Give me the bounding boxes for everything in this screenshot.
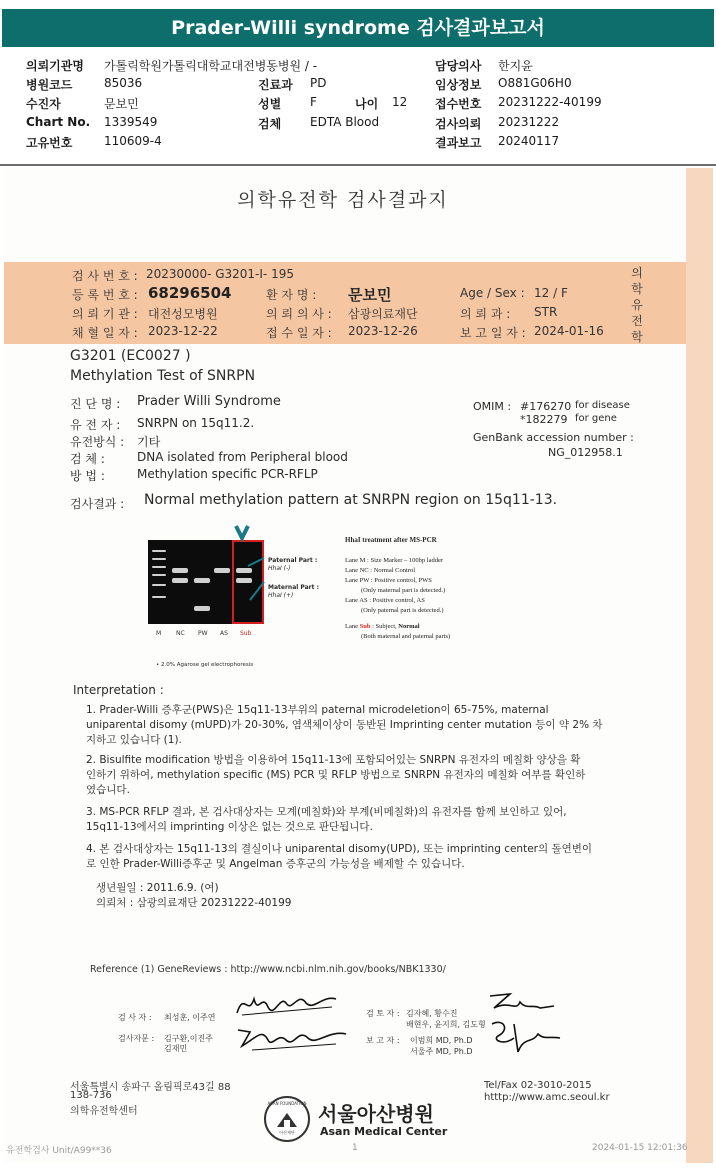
- interp-line: uniparental disomy (mUPD)가 20-30%, 염색체이상이 동반된 Imprinting center mutation 등이 약 2% 차: [86, 719, 603, 731]
- address-line-2: 138-736: [70, 1090, 112, 1101]
- building-icon: [275, 1109, 299, 1129]
- lane-label: AS: [220, 630, 228, 637]
- lane-label: M: [156, 630, 162, 637]
- gel-band: [152, 584, 166, 586]
- gel-band: [194, 606, 210, 611]
- spec-label: 검 체 :: [70, 452, 105, 466]
- side-char: 학: [631, 282, 643, 296]
- age-label: 나이: [355, 97, 379, 111]
- test-no-value: 20230000- G3201-I- 195: [146, 267, 294, 281]
- age-sex-label: Age / Sex :: [460, 286, 525, 300]
- inherit-label: 유전방식 :: [70, 435, 125, 449]
- maternal-hhai: HhaI (+): [268, 592, 294, 599]
- genbank-label: GenBank accession number :: [473, 431, 634, 444]
- tester-label: 검 사 자 :: [118, 1013, 152, 1022]
- legend-line: Lane M : Size Marker – 100bp ladder: [345, 557, 444, 564]
- consult-signature: [232, 1020, 352, 1054]
- legend-line: (Only paternal part is detected.): [361, 607, 444, 614]
- dept-label: 진료과: [258, 78, 293, 92]
- patient-label: 수진자: [26, 97, 61, 111]
- gel-band: [152, 566, 166, 568]
- draw-date-value: 2023-12-22: [148, 324, 218, 338]
- vertical-side-text: [629, 265, 645, 345]
- side-char: 학: [631, 330, 643, 344]
- gel-band: [172, 578, 188, 583]
- legend-line: Lane AS : Positive control, AS: [345, 597, 425, 604]
- genbank-value: NG_012958.1: [548, 446, 623, 459]
- omim-1: #176270: [520, 400, 572, 413]
- gene-value: SNRPN on 15q11.2.: [137, 416, 255, 430]
- test-no-label: 검 사 번 호 :: [72, 269, 138, 283]
- paternal-label: Paternal Part :: [268, 557, 318, 564]
- req-inst-label: 의 뢰 기 관 :: [72, 307, 138, 321]
- interp-line: 로 인한 Prader-Willi증후군 및 Angelman 증후군의 가능성을 배제할 수 있습니다.: [86, 858, 465, 870]
- checker-value-2: 배현우, 윤지희, 김도형: [406, 1020, 486, 1029]
- gene-label: 유 전 자 :: [70, 418, 121, 432]
- side-strip: [686, 168, 713, 1163]
- patient-value: 문보민: [104, 97, 139, 111]
- interp-line: 였습니다.: [86, 784, 130, 796]
- address-line-1: 서울특별시 송파구 올림픽로43길 88: [70, 1082, 231, 1093]
- consult-label: 검사자문 :: [118, 1034, 155, 1043]
- legend-sub-line: [345, 622, 450, 632]
- unique-value: 110609-4: [104, 134, 162, 148]
- patient-name-value: 문보민: [348, 286, 392, 304]
- gel-note: • 2.0% Agarose gel electrophoresis: [156, 662, 254, 668]
- dept-value: PD: [310, 76, 327, 90]
- result-value: Normal methylation pattern at SNRPN region on 15q11-13.: [144, 492, 558, 508]
- clinical-value: O881G06H0: [498, 76, 572, 90]
- specimen-value: EDTA Blood: [310, 115, 380, 129]
- interpretation-title: Interpretation :: [73, 683, 164, 697]
- header-divider: [0, 164, 716, 166]
- reporter-label: 보 고 자 :: [366, 1036, 400, 1045]
- sex-value: F: [310, 95, 317, 109]
- recv-date-label: 접 수 일 자 :: [266, 326, 332, 340]
- recv-date-value: 2023-12-26: [348, 324, 418, 338]
- omim-1-note: for disease: [575, 400, 630, 411]
- inherit-value: 기타: [137, 435, 161, 449]
- doctor-value: 한지윤: [498, 59, 533, 73]
- side-char: 전: [631, 314, 643, 328]
- patient-band: [4, 262, 686, 344]
- arrow-pointer-icon: [244, 552, 268, 602]
- test-method-title: Methylation Test of SNRPN: [70, 368, 256, 384]
- patient-name-label: 환 자 명 :: [266, 288, 317, 302]
- reference: Reference (1) GeneReviews : http://www.ncbi.nlm.nih.gov/books/NBK1330/: [90, 964, 446, 975]
- seal-top-text: ASAN FOUNDATION: [267, 1101, 307, 1106]
- paternal-hhai: HhaI (-): [268, 565, 291, 572]
- clinical-label: 임상정보: [435, 78, 482, 92]
- report-label: 결과보고: [435, 136, 482, 150]
- website: htttp://www.amc.seoul.kr: [484, 1092, 610, 1103]
- interp-line: 4. 본 검사대상자는 15q11-13의 결실이나 uniparental disomy(UPD), 또는 imprinting center의 돌연변이: [86, 843, 593, 855]
- legend-sub-word: Sub: [359, 623, 371, 630]
- tester-value: 최성훈, 이주연: [164, 1013, 216, 1022]
- req-doc-label: 의 뢰 의 사 :: [266, 307, 332, 321]
- gel-band: [152, 558, 166, 560]
- omim-2-note: for gene: [575, 413, 617, 424]
- report-date-value: 2024-01-16: [534, 324, 604, 338]
- consult-value: 김구환,이진주: [164, 1034, 213, 1043]
- draw-date-label: 채 혈 일 자 :: [72, 326, 138, 340]
- request-label: 검사의뢰: [435, 117, 482, 131]
- gel-band: [152, 596, 166, 598]
- interp-line: 인하기 위하여, methylation specific (MS) PCR 및 RFLP 방법으로 SNRPN 유전자의 메칠화 여부를 확인하: [86, 769, 586, 781]
- checker-label: 검 토 자 :: [366, 1009, 400, 1018]
- doc-title: 의학유전학 검사결과지: [237, 189, 449, 211]
- page-number: 1: [352, 1143, 358, 1153]
- test-code: G3201 (EC0027 ): [70, 348, 191, 364]
- patient-info-panel: [0, 52, 716, 166]
- code-label: 병원코드: [26, 78, 73, 92]
- checker-value: 김자혜, 황수진: [406, 1009, 458, 1018]
- interp-line: 지하고 있습니다 (1).: [86, 734, 182, 746]
- reporter-signature: [484, 1016, 564, 1058]
- reg-no-value: 68296504: [148, 284, 232, 302]
- legend-block: [345, 556, 450, 642]
- gel-band: [152, 550, 166, 552]
- seal-bottom-text: 아산재단: [279, 1130, 295, 1135]
- interp-line: 15q11-13에서의 imprinting 이상은 없는 것으로 판단됩니다.: [86, 821, 373, 833]
- hospital-logo-en: Asan Medical Center: [320, 1125, 448, 1138]
- code-value: 85036: [104, 76, 143, 90]
- omim-label: OMIM :: [473, 400, 512, 413]
- institution-label: 의뢰기관명: [26, 59, 84, 73]
- gel-band: [214, 568, 230, 573]
- institution-value: 가톨릭학원가톨릭대학교대전병동병원 / -: [104, 59, 318, 73]
- legend-line: (Only maternal part is detected.): [361, 587, 446, 594]
- gel-band: [152, 574, 166, 576]
- diagnosis-label: 진 단 명 :: [70, 397, 121, 411]
- report-date-label: 보 고 일 자 :: [460, 326, 526, 340]
- legend-line: Lane PW : Positive control, PWS: [345, 577, 432, 584]
- consult-value-2: 김재민: [164, 1044, 188, 1053]
- footer-timestamp: 2024-01-15 12:01:36: [592, 1143, 688, 1153]
- interp-line: 2. Bisulfite modification 방법을 이용하여 15q11-13에 포함되어있는 SNRPN 유전자의 메칠화 양상을 확: [86, 754, 581, 766]
- dept-label-band: 의 뢰 과 :: [460, 307, 511, 321]
- report-title: Prader-Willi syndrome 검사결과보고서: [2, 9, 714, 47]
- lane-label: NC: [176, 630, 185, 637]
- req-doc-value: 삼광의료재단: [348, 307, 418, 321]
- lane-label-sub: Sub: [240, 630, 252, 637]
- hospital-logo-kr: 서울아산병원: [318, 1102, 434, 1126]
- result-label: 검사결과 :: [70, 497, 125, 511]
- gel-band: [172, 568, 188, 573]
- seal-logo: [264, 1096, 310, 1142]
- reg-no-label: 등 록 번 호 :: [72, 288, 138, 302]
- interp-line: 3. MS-PCR RFLP 결과, 본 검사대상자는 모계(메칠화)와 부계(비메칠화)의 유전자를 함께 보인하고 있어,: [86, 806, 567, 818]
- interp-line: 1. Prader-Willi 증후군(PWS)은 15q11-13부위의 paternal microdeletion이 65-75%, maternal: [86, 704, 549, 716]
- side-char: 유: [631, 298, 643, 312]
- diagnosis-value: Prader Willi Syndrome: [137, 394, 281, 409]
- legend-title: HhaI treatment after MS-PCR: [345, 536, 437, 544]
- arrow-down-icon: [232, 524, 252, 546]
- side-char: 의: [631, 266, 643, 280]
- legend-line: (Both maternal and paternal parts): [361, 633, 451, 640]
- tester-signature: [232, 985, 342, 1025]
- receipt-value: 20231222-40199: [498, 95, 602, 109]
- birth-date: 생년월일 : 2011.6.9. (여): [96, 882, 219, 894]
- request-value: 20231222: [498, 115, 560, 129]
- method-label: 방 법 :: [70, 469, 105, 483]
- method-value: Methylation specific PCR-RFLP: [137, 467, 318, 481]
- sex-label: 성별: [258, 97, 282, 111]
- legend-sub-prefix: Lane: [345, 623, 358, 630]
- age-sex-value: 12 / F: [534, 286, 568, 300]
- doctor-label: 담당의사: [435, 59, 482, 73]
- lane-label: PW: [198, 630, 208, 637]
- specimen-label: 검체: [258, 117, 282, 131]
- gel-band: [194, 578, 210, 583]
- footer-left: 유전학검사 Unit/A99**36: [6, 1146, 112, 1156]
- requester: 의뢰처 : 삼광의료재단 20231222-40199: [96, 897, 292, 909]
- unique-label: 고유번호: [26, 136, 73, 150]
- address-line-3: 의학유전학센터: [70, 1106, 138, 1117]
- receipt-label: 접수번호: [435, 97, 482, 111]
- reporter-value-2: 서울주 MD, Ph.D: [410, 1047, 473, 1056]
- chart-label: Chart No.: [26, 115, 91, 129]
- dept-value-band: STR: [534, 305, 558, 319]
- req-inst-value: 대전성모병원: [148, 307, 218, 321]
- legend-line: Lane NC : Normal Control: [345, 567, 416, 574]
- tel-fax: Tel/Fax 02-3010-2015: [484, 1080, 592, 1091]
- report-value: 20240117: [498, 134, 560, 148]
- legend-sub-rest: : Subject,: [372, 623, 397, 630]
- spec-value: DNA isolated from Peripheral blood: [137, 450, 348, 464]
- chart-value: 1339549: [104, 115, 158, 129]
- reporter-value: 이범희 MD, Ph.D: [410, 1036, 473, 1045]
- legend-sub-normal: Normal: [398, 623, 420, 630]
- maternal-label: Maternal Part :: [268, 584, 319, 591]
- age-value: 12: [392, 95, 408, 109]
- omim-2: *182279: [520, 413, 568, 426]
